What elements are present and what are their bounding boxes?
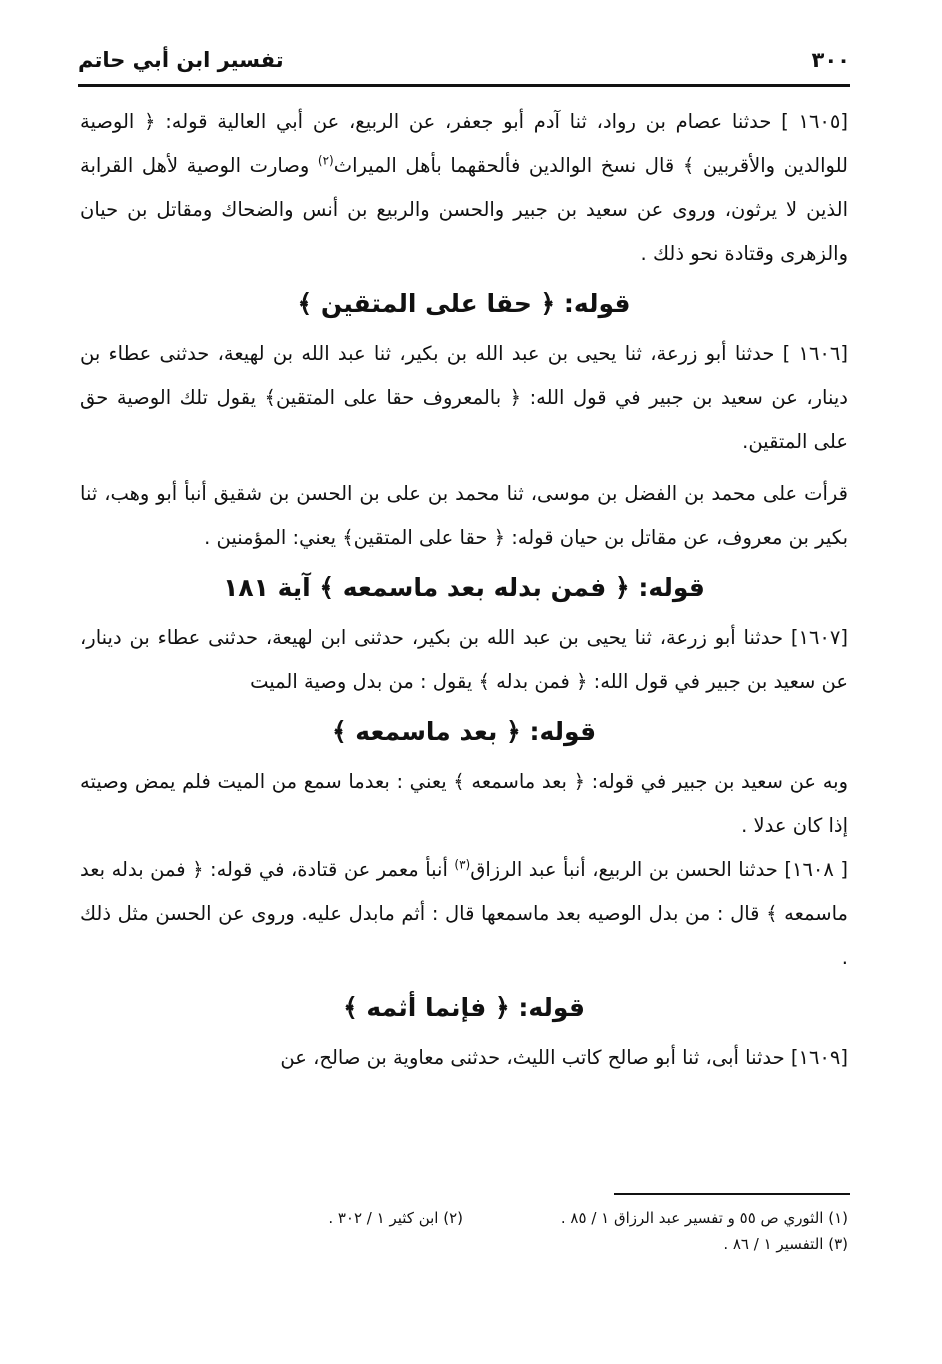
footnote-3: (٣) التفسير ١ / ٨٦ . <box>723 1235 848 1253</box>
page-body <box>80 100 848 1080</box>
paragraph-1608-tail: أنبأ معمر عن قتادة، في قوله: ﴿ فمن بدله بعد ماسمعه ﴾ قال : من بدل الوصيه بعد ماسمعها قال : أثم مابدل عليه. وروى عن الحسن مثل ذلك . <box>80 858 848 969</box>
section-heading-3: قوله: ﴿ بعد ماسمعه ﴾ <box>331 717 597 746</box>
footnote-ref-2: (٢) <box>317 153 334 168</box>
section-heading-1: قوله: ﴿ حقا على المتقين ﴾ <box>297 289 631 318</box>
paragraph-1605-text: [١٦٠٥ ] حدثنا عصام بن رواد، ثنا آدم أبو جعفر، عن الربيع، عن أبي العالية قوله: ﴿ الوصية للوالدين والأقربين ﴾ قال نسخ الوالدين فألحقهما بأهل الميراث <box>80 110 848 177</box>
paragraph-1605 <box>80 100 848 276</box>
footnote-2: (٢) ابن كثير ١ / ٣٠٢ . <box>328 1209 463 1227</box>
footnote-ref-3: (٣) <box>454 857 471 872</box>
footnote-row-1 <box>80 1205 848 1231</box>
section-heading-2: قوله: ﴿ فمن بدله بعد ماسمعه ﴾ آية ١٨١ <box>223 573 705 602</box>
paragraph-1608-text: [ ١٦٠٨] حدثنا الحسن بن الربيع، أنبأ عبد الرزاق <box>470 858 848 881</box>
header-rule <box>78 84 850 87</box>
footnote-1: (١) الثوري ص ٥٥ و تفسير عبد الرزاق ١ / ٨٥ . <box>560 1209 848 1227</box>
running-header <box>78 40 850 80</box>
paragraph-1608 <box>80 848 848 980</box>
paragraph-1607: [١٦٠٧] حدثنا أبو زرعة، ثنا يحيى بن عبد الله بن بكير، حدثنى ابن لهيعة، حدثنى عطاء بن دينار، عن سعيد بن جبير في قول الله: ﴿ فمن بدله ﴾ يقول : من بدل وصية الميت <box>80 626 848 693</box>
paragraph-1606: [١٦٠٦ ] حدثنا أبو زرعة، ثنا يحيى بن عبد الله بن بكير، ثنا عبد الله بن لهيعة، حدثنى عطاء بن دينار، عن سعيد بن جبير في قول الله: ﴿ بالمعروف حقا على المتقين﴾ يقول تلك الوصية حق على المتقين. <box>80 342 848 453</box>
footnote-rule <box>614 1193 850 1195</box>
footnotes <box>80 1205 848 1257</box>
section-heading-4: قوله: ﴿ فإنما أثمه ﴾ <box>343 993 585 1022</box>
paragraph-1609: [١٦٠٩] حدثنا أبى، ثنا أبو صالح كاتب الليث، حدثنى معاوية بن صالح، عن <box>280 1046 848 1069</box>
paragraph-qara-tu: قرأت على محمد بن الفضل بن موسى، ثنا محمد بن على بن الحسن بن شقيق أنبأ أبو وهب، ثنا بكير بن معروف، عن مقاتل بن حيان قوله: ﴿ حقا على المتقين﴾ يعني: المؤمنين . <box>80 482 848 549</box>
paragraph-1605-tail: وصارت الوصية لأهل القرابة الذين لا يرثون، وروى عن سعيد بن جبير والحسن والربيع بن أنس والضحاك ومقاتل بن حيان والزهرى وقتادة نحو ذلك . <box>80 154 848 265</box>
footnote-row-2 <box>80 1231 848 1257</box>
paragraph-wabihi: وبه عن سعيد بن جبير في قوله: ﴿ بعد ماسمعه ﴾ يعني : بعدما سمع من الميت فلم يمض وصيته إذا كان عدلا . <box>80 770 848 837</box>
page-number: ٣٠٠ <box>811 48 850 72</box>
book-title: تفسير ابن أبي حاتم <box>78 48 284 72</box>
